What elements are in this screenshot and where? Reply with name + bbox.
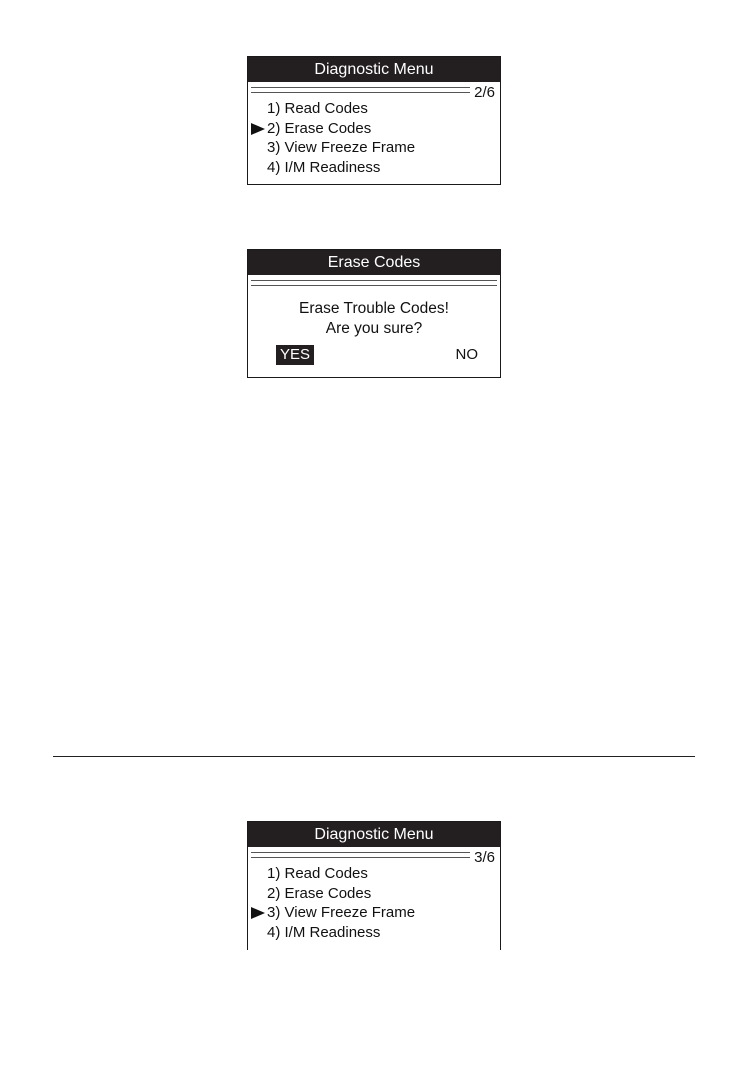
menu-item-label: 2) Erase Codes	[267, 884, 372, 902]
page-indicator: 3/6	[474, 849, 495, 866]
menu-item-im-readiness[interactable]	[248, 923, 500, 943]
confirm-message: Erase Trouble Codes!	[299, 300, 449, 317]
menu-item-view-freeze-frame[interactable]	[248, 903, 500, 923]
screen-title: Diagnostic Menu	[248, 57, 500, 82]
menu-item-erase-codes[interactable]	[248, 119, 500, 139]
menu-item-label: 4) I/M Readiness	[267, 923, 381, 941]
diagnostic-menu-screen	[247, 56, 501, 185]
divider-rule	[251, 852, 470, 858]
no-button[interactable]: NO	[455, 346, 478, 363]
divider-rule	[251, 87, 470, 93]
menu-item-label: 1) Read Codes	[267, 100, 368, 117]
menu-item-im-readiness[interactable]	[248, 158, 500, 178]
divider-rule	[251, 280, 497, 286]
page-indicator: 2/6	[474, 84, 495, 101]
menu-item-label: 3) View Freeze Frame	[267, 139, 416, 156]
menu-item-label: 4) I/M Readiness	[267, 158, 381, 176]
menu-item-read-codes[interactable]	[248, 99, 500, 119]
menu-item-view-freeze-frame[interactable]	[248, 138, 500, 158]
screen-title: Diagnostic Menu	[248, 822, 500, 847]
menu-item-label: 3) View Freeze Frame	[267, 904, 416, 921]
yes-button[interactable]: YES	[276, 345, 314, 365]
menu-list	[248, 99, 500, 177]
selection-arrow-icon	[251, 907, 265, 919]
menu-item-read-codes[interactable]	[248, 864, 500, 884]
menu-list	[248, 864, 500, 942]
menu-item-label: 2) Erase Codes	[267, 119, 372, 137]
diagnostic-menu-screen	[247, 821, 501, 950]
section-divider	[53, 756, 695, 757]
selection-arrow-icon	[251, 123, 265, 135]
confirm-question: Are you sure?	[325, 320, 423, 337]
menu-item-erase-codes[interactable]	[248, 884, 500, 904]
screen-title: Erase Codes	[248, 250, 500, 275]
menu-item-label: 1) Read Codes	[267, 865, 368, 882]
erase-codes-screen	[247, 249, 501, 378]
